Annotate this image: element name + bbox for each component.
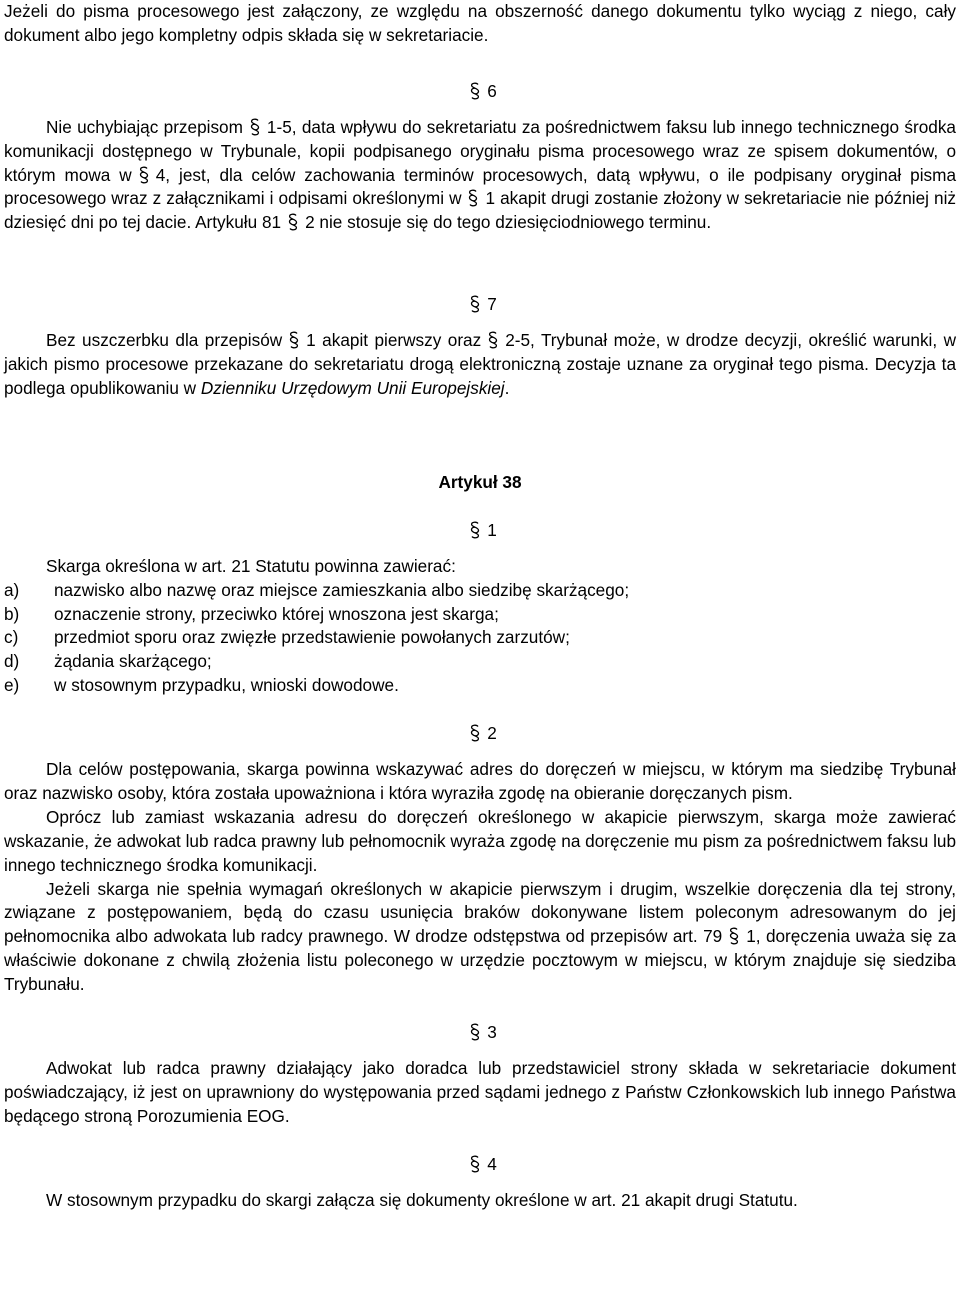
section-sign-icon <box>469 1023 481 1041</box>
document-page <box>4 0 956 1213</box>
section-sign-icon <box>469 724 481 742</box>
section-6-text: 2 nie stosuje się do tego dziesięciodniowego terminu. <box>305 212 712 233</box>
section-2-text: Jeżeli skarga nie spełnia wymagań określonych w akapicie pierwszym i drugim, wszelkie doręczenia dla tej strony, związane z postępowaniem, będą do czasu usunięcia braków dokonywane listem poleconym adresowanym do jej pełnomocnika albo adwokata lub radcy prawnego. W drodze odstępstwa od przepisów art. 79 <box>4 878 956 947</box>
list-item-label: b) <box>4 603 20 624</box>
section-sign-icon <box>469 295 481 313</box>
section-6-paragraph <box>4 116 956 236</box>
section-sign-icon <box>469 521 481 539</box>
section-2-number: 2 <box>487 723 497 744</box>
section-sign-icon <box>487 331 499 349</box>
section-sign-icon <box>469 1155 481 1173</box>
section-2-text: 1, doręczenia uważa się za właściwie dokonane z chwilą złożenia listu poleconego w urzędzie pocztowym w miejscu, w którym znajduje się siedziba Trybunału. <box>4 926 957 995</box>
list-item-text: nazwisko albo nazwę oraz miejsce zamieszkania albo siedzibę skarżącego; <box>54 579 630 600</box>
list-item <box>4 674 956 698</box>
section-4-number: 4 <box>487 1153 497 1174</box>
section-heading-6 <box>4 80 956 104</box>
paragraph-top: Jeżeli do pisma procesowego jest załączony, ze względu na obszerność danego dokumentu tylko wyciąg z niego, cały dokument albo jego kompletny odpis składa się w sekretariacie. <box>4 1 956 45</box>
section-6-text: Nie uchybiając przepisom <box>46 116 243 137</box>
list-item-label: c) <box>4 627 19 648</box>
section-4-paragraph: W stosownym przypadku do skargi załącza się dokumenty określone w art. 21 akapit drugi Statutu. <box>46 1189 798 1210</box>
section-sign-icon <box>138 166 150 184</box>
journal-name: Dzienniku Urzędowym Unii Europejskiej <box>200 377 505 398</box>
requirements-list <box>4 579 956 699</box>
section-7-number: 7 <box>487 294 497 315</box>
section-6-text: 1 akapit drugi zostanie złożony w sekretariacie nie później niż dziesięć dni po tej dacie. Artykułu 81 <box>4 188 956 233</box>
list-item <box>4 579 956 603</box>
section-sign-icon <box>287 213 299 231</box>
list-item-label: e) <box>4 675 20 696</box>
article-title: Artykuł 38 <box>438 471 522 492</box>
section-7-paragraph <box>4 329 956 401</box>
section-7-text: 2-5, Trybunał może, w drodze decyzji, określić warunki, w jakich pismo procesowe przekazane do sekretariatu drogą elektroniczną zostaje uznane za oryginał tego pisma. Decyzja ta podlega opublikowaniu w <box>4 330 956 398</box>
list-item <box>4 603 956 627</box>
list-item-label: a) <box>4 579 20 600</box>
list-item <box>4 650 956 674</box>
section-3-paragraph: Adwokat lub radca prawny działający jako doradca lub przedstawiciel strony składa w sekretariacie dokument poświadczający, iż jest on uprawniony do występowania przed sądami jednego z Państw Członkowskich lub innego Państwa będącego stroną Porozumienia EOG. <box>4 1058 956 1126</box>
section-3-number: 3 <box>487 1022 497 1043</box>
list-item-label: d) <box>4 651 20 672</box>
section-sign-icon <box>728 927 740 945</box>
section-6-text: 4, jest, dla celów zachowania terminów procesowych, datą wpływu, o ile podpisany oryginał pisma procesowego wraz z załącznikami i odpisami określonymi w <box>4 164 957 209</box>
section-2-paragraph-1: Dla celów postępowania, skarga powinna wskazywać adres do doręczeń w miejscu, w którym ma siedzibę Trybunał oraz nazwisko osoby, która została upoważniona i która wyraziła zgodę na obieranie doręczanych pism. <box>4 759 956 803</box>
section-6-text: 1-5, data wpływu do sekretariatu za pośrednictwem faksu lub innego technicznego środka komunikacji dostępnego w Trybunale, kopii podpisanego oryginału pisma procesowego wraz ze spisem dokumentów, o którym mowa w <box>4 116 956 185</box>
section-7-text: Bez uszczerbku dla przepisów <box>46 330 283 351</box>
section-2-paragraph-2: Oprócz lub zamiast wskazania adresu do doręczeń określonego w akapicie pierwszym, skarga może zawierać wskazanie, że adwokat lub radca prawny lub pełnomocnik wyraża zgodę na doręczenie mu pism za pośrednictwem faksu lub innego technicznego środka komunikacji. <box>4 806 956 875</box>
list-item <box>4 626 956 650</box>
section-1-number: 1 <box>487 519 497 540</box>
section-6-number: 6 <box>487 80 497 101</box>
list-item-text: żądania skarżącego; <box>54 651 212 672</box>
section-2-paragraph-3 <box>4 878 956 998</box>
section-7-text: . <box>504 377 510 398</box>
section-heading-7 <box>4 293 956 317</box>
list-item-text: w stosownym przypadku, wnioski dowodowe. <box>54 675 399 696</box>
section-heading-3 <box>4 1021 956 1045</box>
list-item-text: oznaczenie strony, przeciwko której wnoszona jest skarga; <box>54 603 499 624</box>
section-sign-icon <box>469 82 481 100</box>
section-sign-icon <box>467 189 479 207</box>
list-item-text: przedmiot sporu oraz zwięzłe przedstawienie powołanych zarzutów; <box>54 627 570 648</box>
section-heading-1 <box>4 519 956 543</box>
section-1-intro: Skarga określona w art. 21 Statutu powinna zawierać: <box>46 555 456 576</box>
section-sign-icon <box>288 331 300 349</box>
section-heading-4 <box>4 1153 956 1177</box>
section-heading-2 <box>4 722 956 746</box>
section-sign-icon <box>249 118 261 136</box>
section-7-text: 1 akapit pierwszy oraz <box>306 330 482 351</box>
